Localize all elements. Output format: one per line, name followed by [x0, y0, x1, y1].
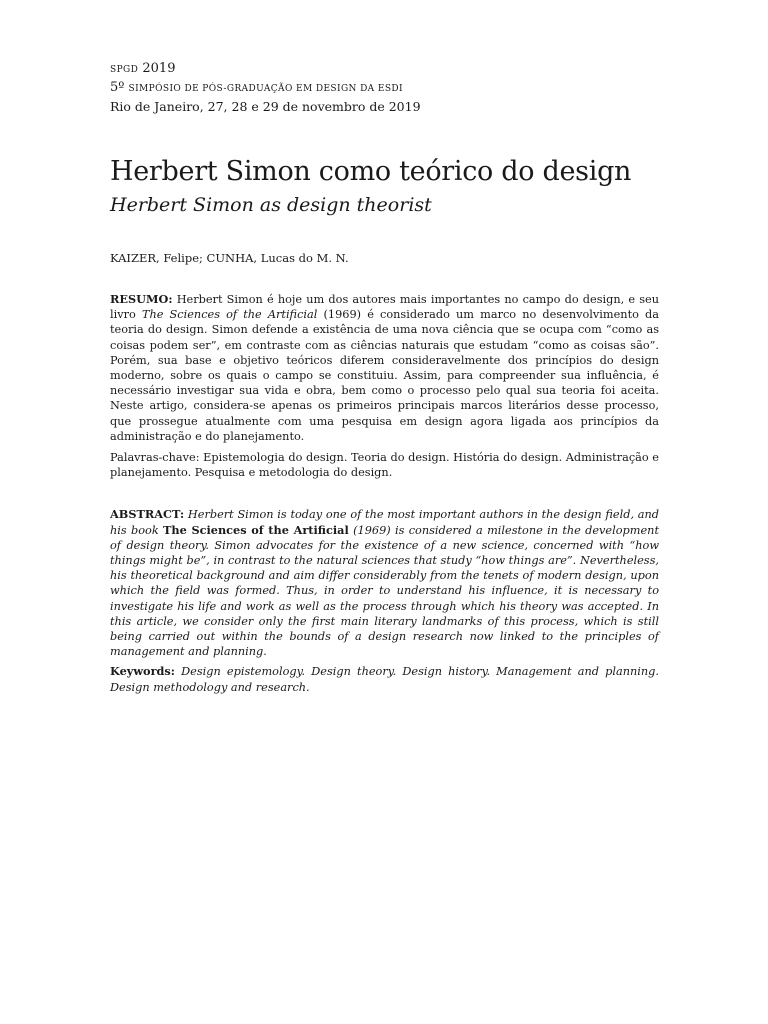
resumo-paragraph — [110, 292, 659, 444]
palavras-chave-text: Epistemologia do design. Teoria do design. História do design. Administração e planejamento. Pesquisa e metodologia do design. — [110, 451, 659, 480]
conference-abbrev-year — [110, 60, 659, 79]
paper-subtitle: Herbert Simon as design theorist — [110, 194, 432, 216]
conference-place-dates: Rio de Janeiro, 27, 28 e 29 de novembro de 2019 — [110, 99, 421, 114]
paper-page — [110, 60, 659, 695]
palavras-chave-label: Palavras-chave: — [110, 451, 200, 465]
resumo-label: RESUMO: — [110, 292, 173, 306]
keywords-paragraph — [110, 664, 659, 694]
keywords-text: Design epistemology. Design theory. Design history. Management and planning. Design methodology and research. — [110, 665, 659, 694]
resumo-book-title: The Sciences of the Artificial — [141, 308, 318, 322]
conference-year: 2019 — [142, 61, 176, 76]
conference-edition: 5º — [110, 80, 125, 95]
palavras-chave-paragraph — [110, 450, 659, 480]
abstract-book-title: The Sciences of the Artificial — [162, 522, 349, 537]
keywords-label: Keywords: — [110, 664, 175, 679]
conference-name-line — [110, 79, 659, 98]
paper-title: Herbert Simon como teórico do design — [110, 156, 632, 187]
conference-abbrev: SPGD — [110, 65, 139, 75]
abstract-label: ABSTRACT: — [110, 507, 185, 522]
resumo-text-before: Herbert Simon é hoje um dos autores mais importantes no campo do design, e seu livro — [110, 293, 659, 322]
resumo-text-after: (1969) é considerado um marco no desenvolvimento da teoria do design. Simon defende a existência de uma nova ciência que se ocupa com “como as coisas podem ser”, em contraste com as ciências naturais que estudam “como as coisas são”. Porém, sua base e objetivo teóricos diferem consideravelmente dos princípios do design moderno, sobre os quais o campo se constituiu. Assim, para compreender sua influência, é necessário investigar sua vida e obra, bem como o processo pelo qual sua teoria foi aceita. Neste artigo, considera-se apenas os primeiros principais marcos literários desse processo, que prossegue atualmente com uma pesquisa em design agora ligada aos princípios da administração e do planejamento. — [110, 308, 659, 443]
conference-name: SIMPÓSIO DE PÓS-GRADUAÇÃO EM DESIGN DA ESDI — [128, 84, 403, 94]
abstract-text-before: Herbert Simon is today one of the most important authors in the design field, and his book — [110, 508, 659, 537]
paper-authors: KAIZER, Felipe; CUNHA, Lucas do M. N. — [110, 251, 349, 265]
abstract-text-after: (1969) is considered a milestone in the development of design theory. Simon advocates for the existence of a new science, concerned with “how things might be”, in contrast to the natural sciences that study “how things are”. Nevertheless, his theoretical background and aim differ considerably from the tenets of modern design, upon which the field was formed. Thus, in order to understand his influence, it is necessary to investigate his life and work as well as the process through which his theory was accepted. In this article, we consider only the first main literary landmarks of this process, which is still being carried out within the bounds of a design research now linked to the principles of management and planning. — [110, 523, 659, 659]
abstract-paragraph — [110, 507, 659, 659]
